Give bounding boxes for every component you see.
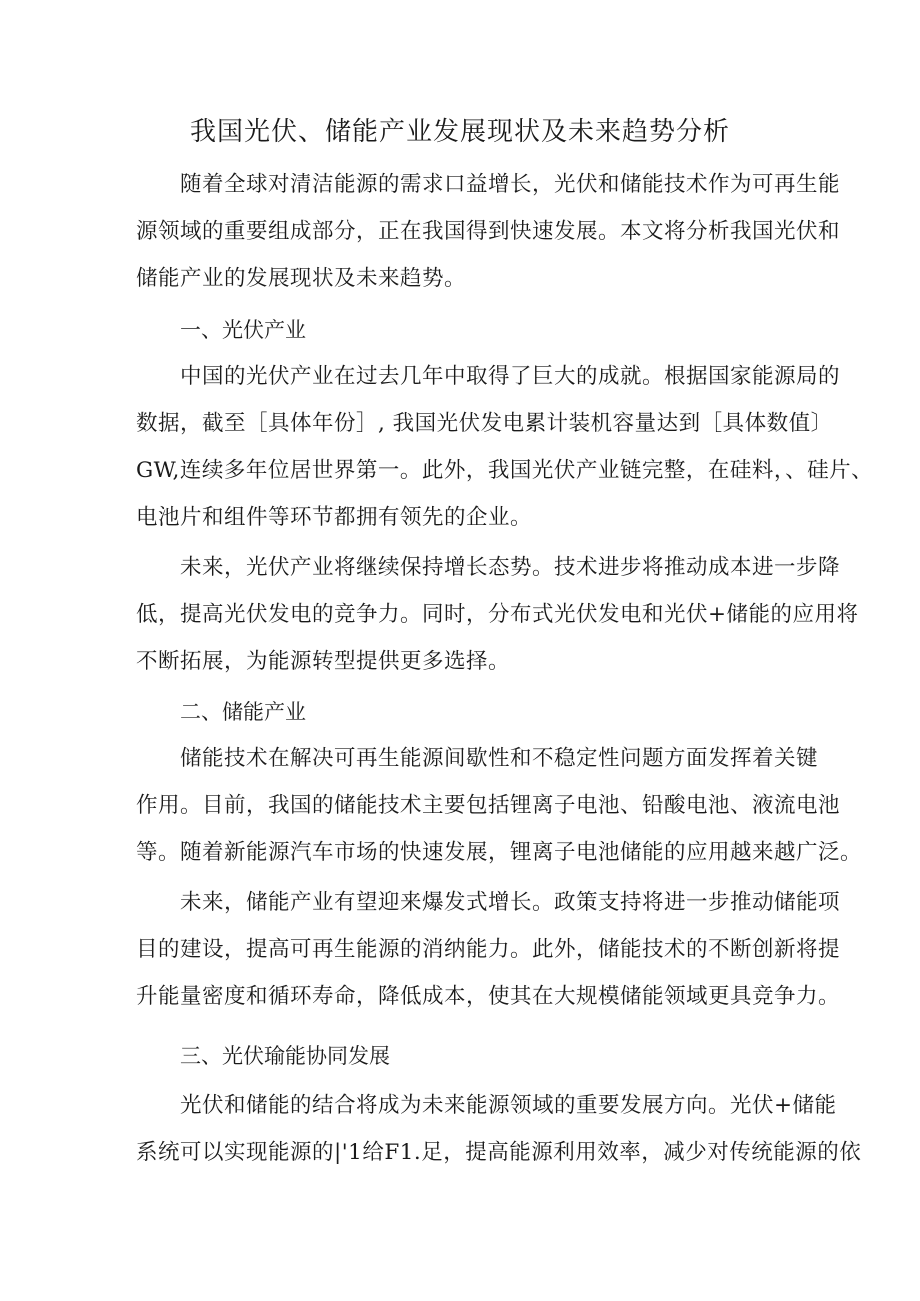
section-heading-synergy: 三、光伏瑜能协同发展 bbox=[180, 1044, 390, 1068]
paragraph-line: 数据，截至［具体年份］, 我国光伏发电累计装机容量达到［具体数值〕 bbox=[136, 411, 833, 436]
paragraph-line: 电池片和组件等环节都拥有领先的企业。 bbox=[136, 505, 533, 530]
paragraph-line: 未来，储能产业有望迎来爆发式增长。政策支持将进一步推动储能项 bbox=[180, 890, 841, 915]
intro-line: 随着全球对清洁能源的需求口益增长，光伏和储能技术作为可再生能 bbox=[180, 172, 841, 197]
paragraph-line: 未来，光伏产业将继续保持增长态势。技术进步将推动成本进一步降 bbox=[180, 555, 841, 580]
intro-line: 源领域的重要组成部分，正在我国得到快速发展。本文将分析我国光伏和 bbox=[136, 219, 841, 244]
document-title: 我国光伏、储能产业发展现状及未来趋势分析 bbox=[189, 117, 730, 147]
paragraph-line: 中国的光伏产业在过去几年中取得了巨大的成就。根据国家能源局的 bbox=[180, 364, 841, 389]
section-heading-pv: 一、光伏产业 bbox=[180, 318, 306, 342]
paragraph-line: 升能量密度和循环寿命，降低成本，使其在大规模储能领域更具竞争力。 bbox=[136, 984, 841, 1009]
paragraph-line: 系统可以实现能源的|'1给F1.足，提高能源利用效率，减少对传统能源的依 bbox=[136, 1140, 862, 1165]
intro-line: 储能产业的发展现状及未来趋势。 bbox=[136, 266, 467, 291]
paragraph-line: 储能技术在解决可再生能源间歇性和不稳定性问题方面发挥着关键 bbox=[180, 746, 819, 771]
paragraph-line: 低，提高光伏发电的竞争力。同时，分布式光伏发电和光伏+储能的应用将 bbox=[136, 602, 859, 627]
paragraph-line: 目的建设，提高可再生能源的消纳能力。此外，储能技术的不断创新将提 bbox=[136, 937, 841, 962]
paragraph-line: GW,连续多年位居世界第一。此外，我国光伏产业链完整，在硅料，、硅片、 bbox=[136, 458, 874, 483]
paragraph-line: 作用。目前，我国的储能技术主要包括锂离子电池、铅酸电池、液流电池 bbox=[136, 793, 841, 818]
paragraph-line: 不断拓展，为能源转型提供更多选择。 bbox=[136, 649, 511, 674]
section-heading-storage: 二、储能产业 bbox=[180, 700, 306, 724]
paragraph-line: 光伏和储能的结合将成为未来能源领域的重要发展方向。光伏+储能 bbox=[180, 1093, 837, 1118]
paragraph-line: 等。随着新能源汽车市场的快速发展，锂离子电池储能的应用越来越广泛。 bbox=[136, 840, 863, 865]
